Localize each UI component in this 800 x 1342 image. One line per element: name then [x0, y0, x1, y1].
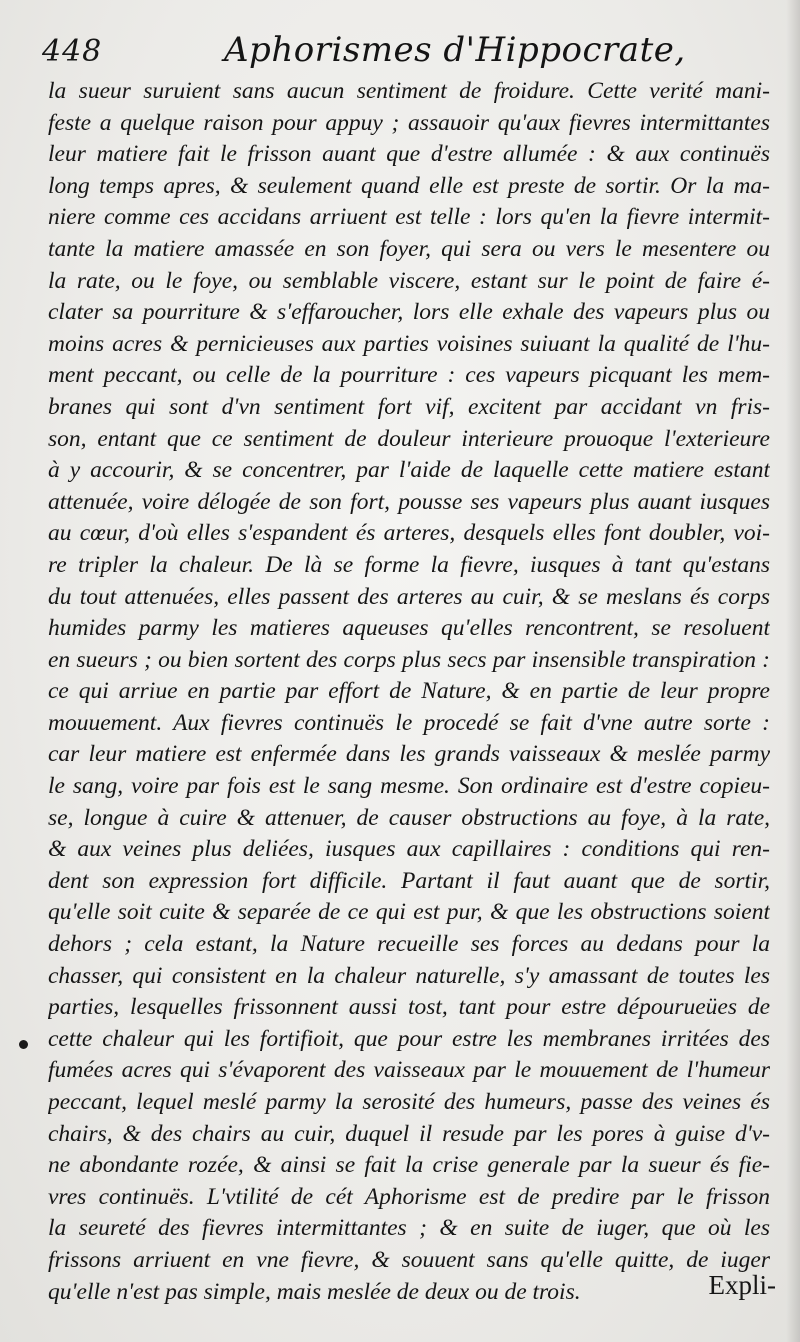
text-line: à y accourir, & se concentrer, par l'aide de laquelle cette matiere estant — [48, 457, 770, 484]
text-line: son, entant que ce sentiment de douleur interieure prouoque l'exterieure — [48, 425, 770, 452]
text-line: peccant, lequel meslé parmy la serosité des humeurs, passe des veines és — [48, 1089, 770, 1115]
text-line: niere comme ces accidans arriuent est telle : lors qu'en la fievre intermit- — [48, 204, 770, 231]
text-line: re tripler la chaleur. De là se forme la fievre, iusques à tant qu'estans — [48, 551, 770, 578]
text-line: clater sa pourriture & s'effaroucher, lors elle exhale des vapeurs plus ou — [48, 299, 770, 326]
text-line: en sueurs ; ou bien sortent des corps plus secs par insensible transpiration : — [48, 646, 770, 673]
page-header — [34, 24, 774, 74]
text-line: parties, lesquelles frissonnent aussi tost, tant pour estre dépourueües de — [48, 994, 770, 1021]
text-line: dehors ; cela estant, la Nature recueille ses forces au dedans pour la — [48, 931, 770, 958]
text-line: frissons arriuent en vne fievre, & souuent sans qu'elle quitte, de iuger — [48, 1246, 770, 1273]
text-line: la seureté des fievres intermittantes ; & en suite de iuger, que où les — [48, 1215, 770, 1242]
text-line: attenuée, voire délogée de son fort, pousse ses vapeurs plus auant iusques — [48, 488, 770, 515]
text-line: vres continuës. L'vtilité de cét Aphorisme est de predire par le frisson — [48, 1183, 770, 1210]
text-line: feste a quelque raison pour appuy ; assauoir qu'aux fievres intermittantes — [48, 109, 770, 136]
page-number: 448 — [42, 34, 103, 69]
text-line: chasser, qui consistent en la chaleur naturelle, s'y amassant de toutes les — [48, 962, 770, 989]
text-line: chairs, & des chairs au cuir, duquel il resude par les pores à guise d'v- — [48, 1120, 770, 1147]
text-line: tante la matiere amassée en son foyer, qui sera ou vers le mesentere ou — [48, 235, 770, 262]
text-line: branes qui sont d'vn sentiment fort vif, excitent par accidant vn fris- — [48, 393, 770, 420]
text-line: & aux veines plus deliées, iusques aux capillaires : conditions qui ren- — [48, 836, 770, 863]
text-line: car leur matiere est enfermée dans les grands vaisseaux & meslée parmy — [48, 741, 770, 768]
text-line: se, longue à cuire & attenuer, de causer obstructions au foye, à la rate, — [48, 804, 770, 831]
text-line: qu'elle n'est pas simple, mais meslée de deux ou de trois. — [48, 1278, 581, 1305]
text-line: dent son expression fort difficile. Partant il faut auant que de sortir, — [48, 867, 770, 894]
text-line: ment peccant, ou celle de la pourriture : ces vapeurs picquant les mem- — [48, 362, 770, 389]
text-line: long temps apres, & seulement quand elle est preste de sortir. Or la ma- — [48, 172, 770, 199]
text-line: cette chaleur qui les fortifioit, que pour estre les membranes irritées des — [48, 1025, 770, 1052]
body-text — [48, 76, 770, 1308]
text-line: leur matiere fait le frisson auant que d'estre allumée : & aux continuës — [48, 141, 770, 168]
text-line: la sueur suruient sans aucun sentiment de froidure. Cette verité mani- — [48, 78, 770, 104]
text-line: la rate, ou le foye, ou semblable viscere, estant sur le point de faire é- — [48, 267, 770, 294]
text-line: ne abondante rozée, & ainsi se fait la crise generale par la sueur és fie- — [48, 1152, 770, 1179]
margin-dot-mark — [19, 1040, 28, 1049]
text-line: ce qui arriue en partie par effort de Nature, & en partie de leur propre — [48, 678, 770, 705]
text-line: qu'elle soit cuite & separée de ce qui est pur, & que les obstructions soient — [48, 899, 770, 926]
text-line: au cœur, d'où elles s'espandent és arteres, desquels elles font doubler, voi- — [48, 520, 770, 547]
catchword: Expli- — [708, 1270, 776, 1300]
page-edge-shadow — [786, 0, 800, 1342]
text-line: mouuement. Aux fievres continuës le procedé se fait d'vne autre sorte : — [48, 709, 770, 736]
text-line: du tout attenuées, elles passent des arteres au cuir, & se meslans és corps — [48, 583, 770, 610]
running-title: Aphorismes d'Hippocrate, — [224, 30, 686, 70]
text-line: humides parmy les matieres aqueuses qu'elles rencontrent, se resoluent — [48, 615, 770, 642]
text-line: fumées acres qui s'évaporent des vaisseaux par le mouuement de l'humeur — [48, 1057, 770, 1084]
text-line: moins acres & pernicieuses aux parties voisines suiuant la qualité de l'hu- — [48, 330, 770, 357]
text-line: le sang, voire par fois est le sang mesme. Son ordinaire est d'estre copieu- — [48, 773, 770, 800]
